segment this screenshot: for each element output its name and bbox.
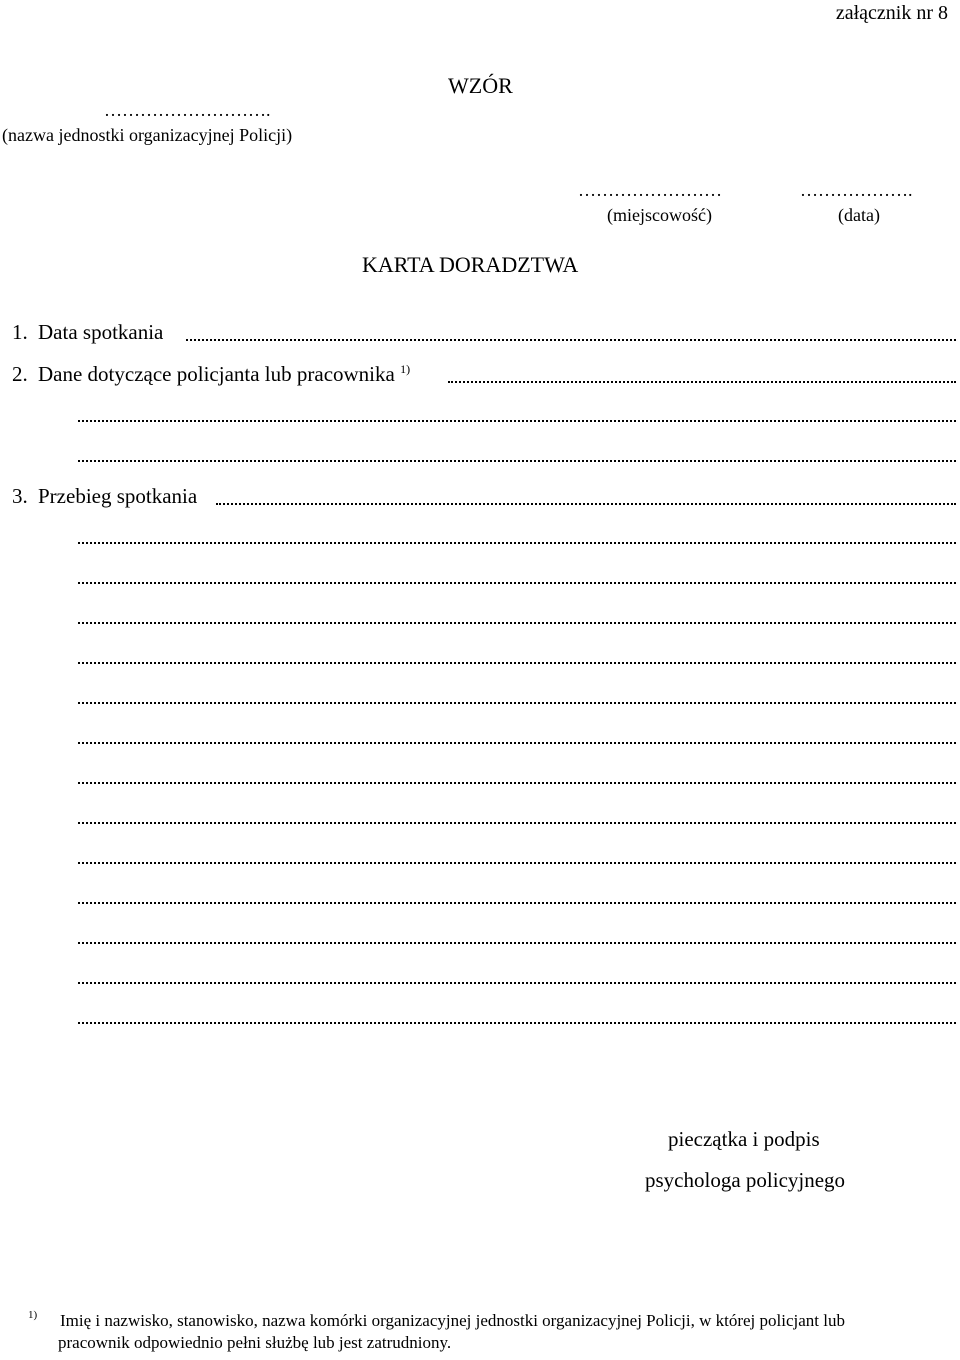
officer-data-field[interactable] — [78, 420, 956, 422]
date-field[interactable]: ………………. — [800, 180, 913, 200]
meeting-date-field[interactable] — [186, 339, 956, 341]
meeting-course-field[interactable] — [78, 702, 956, 704]
signature-caption-line2: psychologa policyjnego — [645, 1168, 846, 1192]
document-title: KARTA DORADZTWA — [362, 252, 579, 277]
meeting-course-field[interactable] — [78, 582, 956, 584]
unit-name-field[interactable]: ………………………. — [104, 100, 271, 120]
place-field[interactable]: …………………… — [578, 180, 722, 200]
meeting-course-field[interactable] — [78, 782, 956, 784]
footnote-text-line1: Imię i nazwisko, stanowisko, nazwa komórki organizacyjnej jednostki organizacyjnej Policji, w której policjant lub — [60, 1311, 845, 1330]
meeting-course-field[interactable] — [78, 982, 956, 984]
item-officer-data — [12, 362, 410, 387]
item-label: Data spotkania — [38, 320, 164, 344]
meeting-course-field[interactable] — [78, 1022, 956, 1024]
meeting-course-field[interactable] — [78, 542, 956, 544]
meeting-course-field[interactable] — [78, 862, 956, 864]
footnote-ref: 1) — [400, 362, 411, 376]
item-meeting-course — [12, 484, 197, 509]
officer-data-field[interactable] — [448, 381, 956, 383]
item-label: Dane dotyczące policjanta lub pracownika — [38, 362, 395, 386]
unit-name-caption: (nazwa jednostki organizacyjnej Policji) — [2, 125, 293, 145]
place-caption: (miejscowość) — [607, 205, 712, 225]
item-number: 3. — [12, 484, 28, 508]
meeting-course-field[interactable] — [78, 622, 956, 624]
meeting-course-field[interactable] — [216, 503, 956, 505]
item-number: 1. — [12, 320, 28, 344]
meeting-course-field[interactable] — [78, 822, 956, 824]
template-label: WZÓR — [448, 73, 513, 98]
meeting-course-field[interactable] — [78, 902, 956, 904]
footnote-marker: 1) — [28, 1309, 38, 1321]
date-caption: (data) — [838, 205, 880, 225]
footnote-text-line2: pracownik odpowiednio pełni służbę lub jest zatrudniony. — [58, 1333, 452, 1352]
item-number: 2. — [12, 362, 28, 386]
meeting-course-field[interactable] — [78, 942, 956, 944]
meeting-course-field[interactable] — [78, 742, 956, 744]
meeting-course-field[interactable] — [78, 662, 956, 664]
officer-data-field[interactable] — [78, 460, 956, 462]
item-label: Przebieg spotkania — [38, 484, 198, 508]
signature-caption-line1: pieczątka i podpis — [668, 1127, 820, 1151]
annex-number: załącznik nr 8 — [835, 2, 948, 24]
footnote — [28, 1310, 958, 1354]
item-meeting-date — [12, 320, 163, 345]
